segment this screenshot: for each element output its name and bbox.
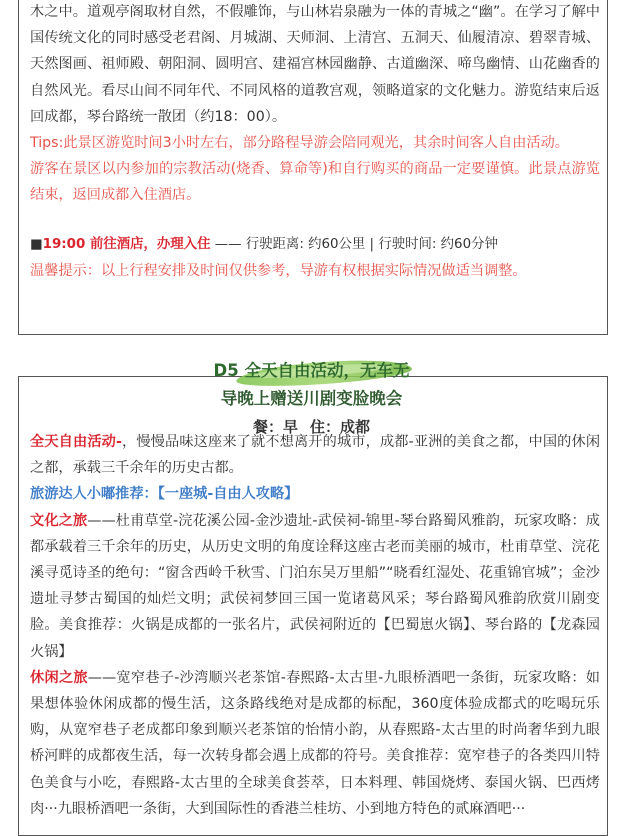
day4-description: 木之中。道观亭阁取材自然，不假雕饰，与山林岩泉融为一体的青城之“幽”。在学习了解中国传统文化的同时感受老君阁、月城湖、天师洞、上清宫、五洞天、仙履清凉、碧翠青城、天然图画、祖师殿、朝阳洞、圆明宫、建福宫林园幽静、古道幽深、啼鸟幽情、山花幽香的自然风光。看尽山间不同年代、不同风格的道教宫观，领略道家的文化魅力。游览结束后返回成都，琴台路统一散团（约18：00）。: [30, 4, 600, 125]
free-activity-text: ，慢慢品味这座来了就不想离开的城市，成都-亚洲的美食之都，中国的休闲之都，承载三千余年的历史古都。: [30, 434, 601, 477]
day4-content: [30, 0, 600, 284]
day5-leisure-tour: [30, 665, 600, 822]
free-activity-label: 全天自由活动-: [30, 434, 122, 450]
day5-culture-tour: [30, 508, 600, 665]
meal-info: 餐：早: [252, 418, 298, 436]
culture-tour-label: 文化之旅: [30, 512, 88, 529]
day5-header: [0, 356, 623, 436]
stay-info: 住：成都: [310, 418, 371, 436]
day4-tips-duration: Tips:此景区游览时间3小时左右，部分路程导游会陪同观光，其余时间客人自由活动。: [30, 135, 569, 152]
day5-recommend: 旅游达人小嘟推荐：【一座城-自由人攻略】: [30, 486, 299, 503]
day4-schedule: [30, 232, 600, 258]
day4-reminder: 温馨提示：以上行程安排及时间仅供参考，导游有权根据实际情况做适当调整。: [30, 262, 527, 279]
day5-meals-stay: [0, 416, 623, 437]
culture-tour-text: ——杜甫草堂-浣花溪公园-金沙遗址-武侯祠-锦里-琴台路蜀风雅韵，玩家攻略：成都承载着三千余年的历史，从历史文明的角度诠释这座古老而美丽的城市，杜甫草堂、浣花溪寻觅诗圣的绝句：“窗含西岭千秋雪、门泊东吴万里船”“晓看红湿处、花重锦官城”；金沙遗址寻梦古蜀国的灿烂文明；武侯祠梦回三国一览诸葛风采；琴台路蜀风雅韵欣赏川剧变脸。美食推荐：火锅是成都的一张名片，武侯祠附近的【巴蜀崽火锅】、琴台路的【龙森园火锅】: [30, 512, 600, 660]
day5-content: [30, 429, 600, 822]
day5-title-line1: D5 全天自由活动，无车无: [213, 361, 410, 380]
day4-tips-caution: 游客在景区以内参加的宗教活动(烧香、算命等)和自行购买的商品一定要谨慎。此景点游览结束，返回成都入住酒店。: [30, 161, 600, 204]
leisure-tour-text: ——宽窄巷子-沙湾顺兴老茶馆-春熙路-太古里-九眼桥酒吧一条街，玩家攻略：如果想体验休闲成都的慢生活，这条路线绝对是成都的标配，360度体验成都式的吃喝玩乐购，从宽窄巷子老成都印象到顺兴老茶馆的怡情小韵，从春熙路-太古里的时尚奢华到九眼桥河畔的成都夜生活，每一次转身都会遇上成都的符号。美食推荐：宽窄巷子的各类四川特色美食与小吃，春熙路-太古里的全球美食荟萃，日本料理、韩国烧烤、泰国火锅、巴西烤肉···九眼桥酒吧一条街，大到国际性的香港兰桂坊、小到地方特色的贰麻酒吧···: [30, 669, 600, 817]
square-bullet-icon: ■: [30, 236, 43, 252]
leisure-tour-label: 休闲之旅: [30, 669, 88, 686]
day5-title-line2: 导晚上赠送川剧变脸晚会: [220, 389, 403, 408]
day4-panel: [18, 0, 608, 335]
schedule-time: 19:00 前往酒店，办理入住: [42, 236, 211, 252]
day5-panel: [18, 376, 608, 836]
schedule-detail: —— 行驶距离: 约60公里 | 行驶时间: 约60分钟: [210, 236, 498, 252]
